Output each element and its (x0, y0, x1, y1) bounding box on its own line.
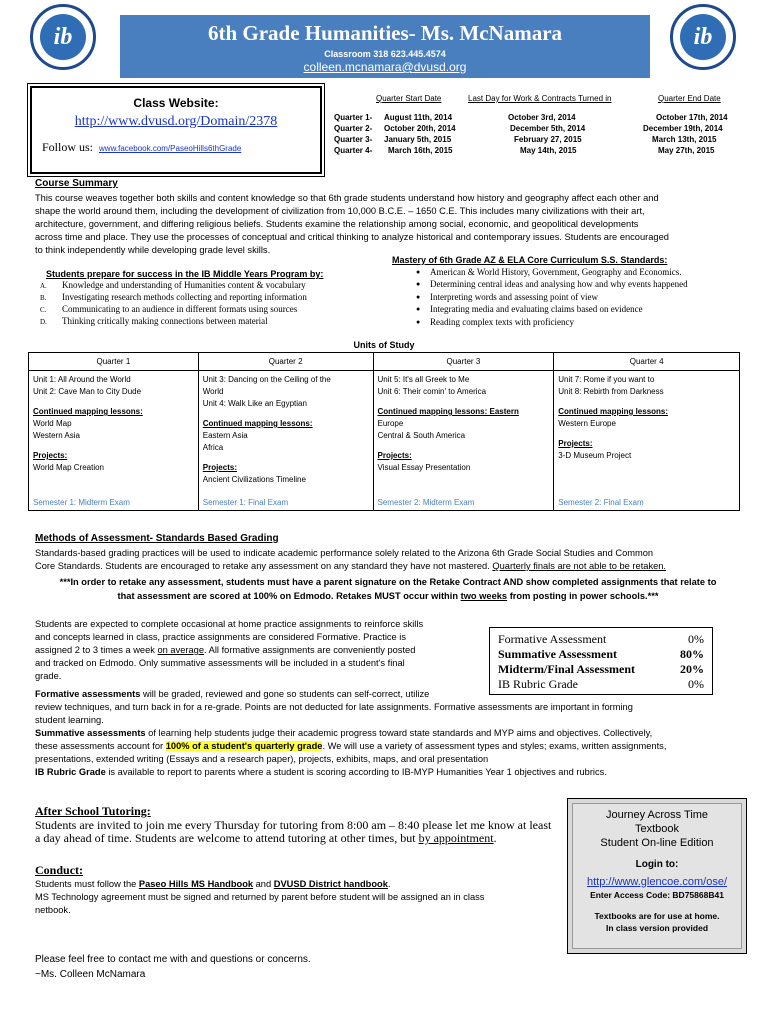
closing-text: Please feel free to contact me with and questions or concerns. ~Ms. Colleen McNamara (35, 954, 311, 980)
list-item: ● Integrating media and evaluating claims based on evidence (430, 304, 643, 314)
classroom-info: Classroom 318 623.445.4574 (324, 49, 446, 59)
quarter-1-cell: Unit 1: All Around the World Unit 2: Cave Man to City Dude Continued mapping lessons: World Map Western Asia Projects: World Map Creation Semester 1: Midterm Exam (29, 371, 199, 511)
grade-row: Midterm/Final Assessment 20% (498, 662, 704, 676)
tutoring-heading: After School Tutoring: (35, 804, 151, 818)
class-website-box (30, 86, 322, 174)
semester-label: Semester 1: Final Exam (202, 498, 289, 507)
column-header: Quarter 2 (198, 353, 373, 371)
semester-label: Semester 2: Midterm Exam (377, 498, 475, 507)
textbook-link[interactable]: http://www.glencoe.com/ose/ (586, 876, 727, 888)
page-title: 6th Grade Humanities- Ms. McNamara (207, 21, 563, 45)
textbook-title: Journey Across Time (605, 809, 709, 821)
assessment-text: Standards-based grading practices will be used to indicate academic performance solely related to the Arizona 6th Grade Social Studies and Common Core Standards. Students are encouraged to retake any assessment on any standard they have not mastered. Quarterly finals are not able to be retaken. (35, 548, 667, 571)
semester-label: Semester 1: Midterm Exam (33, 498, 130, 507)
quarter-2-cell: Unit 3: Dancing on the Ceiling of the World Unit 4: Walk Like an Egyptian Continued mapping lessons: Eastern Asia Africa Projects: Ancient Civilizations Timeline Semester 1: Final Exam (198, 371, 373, 511)
list-item: ● Determining central ideas and analysing how and why events happened (430, 279, 688, 289)
quarter-4-cell: Unit 7: Rome if you want to Unit 8: Rebirth from Darkness Continued mapping lessons: Western Europe Projects: 3-D Museum Project Semester 2: Final Exam (554, 371, 740, 511)
highlight-quarterly-grade: 100% of a student's quarterly grade (165, 741, 323, 751)
practice-text: Students are expected to complete occasional at home practice assignments to reinforce skills and concepts learned in class, practice assignments are considered Formative. Practice is assigned 2 to 3 times a week on average. All formative assignments are conveniently posted and tracked on Edmodo. Only summative assessments will be included in a student's final grade. (35, 619, 424, 681)
course-summary-heading: Course Summary (35, 178, 118, 189)
course-summary-text: This course weaves together both skills and content knowledge so that 6th grade students understand how history and geography affect each other and shape the world around them, including the development of civilization from 10,000 B.C.E. – 1650 C.E. This includes many civilizations with their art, architecture, government, and differing religious beliefs. Students examine the relationship among social, economic, and geopolitical developments across time and place. They use the processes of conceptual and critical thinking to analyze historical and contemporary issues. Students are encouraged to think independently while developing grade level skills. (35, 193, 669, 255)
follow-label: Follow us: (42, 140, 94, 154)
mastery-heading: Mastery of 6th Grade AZ & ELA Core Curriculum S.S. Standards: (392, 255, 668, 265)
grade-row: Summative Assessment 80% (498, 647, 704, 661)
list-item: ● Interpreting words and assessing point of view (430, 292, 598, 302)
header-last-day: Last Day for Work & Contracts Turned in (468, 94, 612, 103)
grade-row: Formative Assessment 0% (498, 632, 704, 646)
conduct-heading: Conduct: (35, 863, 84, 877)
semester-label: Semester 2: Final Exam (558, 498, 644, 507)
list-item: ● Reading complex texts with proficiency (430, 317, 574, 327)
assessment-heading: Methods of Assessment- Standards Based Grading (35, 533, 279, 544)
list-item: D. Thinking critically making connections between material (40, 316, 268, 326)
column-header: Quarter 1 (29, 353, 199, 371)
quarter-dates: Quarter Start Date Last Day for Work & Contracts Turned in Quarter End Date Quarter 1- August 11th, 2014 October 3rd, 2014 October 17th, 2014 Quarter 2- October 20th, 2014 December 5th, 2014 December 19th, 2014 Quarter 3- January 5th, 2015 February 27, 2015 March 13th, 2015 Quarter 4- March 16th, 2015 May 14th, 2015 May 27th, 2015 (334, 94, 728, 155)
column-header: Quarter 3 (373, 353, 554, 371)
email-link[interactable]: colleen.mcnamara@dvusd.org (303, 60, 467, 74)
retake-notice: ***In order to retake any assessment, students must have a parent signature on the Retake Contract AND show completed assignments that relate to that assessment are scored at 100% on Edmodo. Retakes MUST occur within two weeks from posting in power schools.*** (59, 577, 717, 601)
units-title: Units of Study (353, 340, 415, 350)
list-item: A. Knowledge and understanding of Humanities content & vocabulary (40, 280, 306, 290)
facebook-link[interactable]: www.facebook.com/PaseoHills6thGrade (99, 144, 242, 153)
units-table (28, 352, 740, 511)
follow-row (42, 140, 320, 155)
conduct-text: Students must follow the Paseo Hills MS Handbook and DVUSD District handbook. MS Technology agreement must be signed and returned by parent before student will be assigned an in class netbook. (35, 879, 485, 915)
column-header: Quarter 4 (554, 353, 740, 371)
grade-weights-box (489, 627, 713, 695)
header-banner (120, 15, 650, 78)
quarter-3-cell: Unit 5: It's all Greek to Me Unit 6: Their comin' to America Continued mapping lessons: Eastern Europe Central & South America Projects: Visual Essay Presentation Semester 2: Midterm Exam (373, 371, 554, 511)
class-website-title: Class Website: (133, 96, 219, 110)
ib-logo-left: ib (30, 4, 96, 70)
tutoring-text: Students are invited to join me every Thursday for tutoring from 8:00 am – 8:40 please let me know at least a day ahead of time. Students are welcome to attend tutoring at other times, but by appointment. (35, 818, 552, 845)
list-item: C. Communicating to an audience in different formats using sources (40, 304, 298, 314)
header-end: Quarter End Date (658, 94, 721, 103)
access-code: Enter Access Code: BD75868B41 (590, 890, 724, 900)
grade-row: IB Rubric Grade 0% (498, 677, 704, 691)
header-start: Quarter Start Date (376, 94, 442, 103)
list-item: ● American & World History, Government, Geography and Economics. (430, 267, 681, 277)
class-website-link[interactable]: http://www.dvusd.org/Domain/2378 (74, 114, 278, 129)
textbook-box: Journey Across Time Textbook Student On-line Edition Login to: http://www.glencoe.com/ose/ Enter Access Code: BD75868B41 Textbooks are for use at home. In class version provided (567, 798, 747, 954)
ib-prep-heading: Students prepare for success in the IB Middle Years Program by: (46, 269, 324, 279)
list-item: B. Investigating research methods collecting and reporting information (40, 292, 307, 302)
assessment-details: Formative assessments will be graded, reviewed and gone so students can self-correct, utilize review techniques, and turn back in for a re-grade. Points are not deducted for late assignments. Formative assessments are important in forming student learning. Summative assessments of learning help students judge their academic progress toward state standards and MYP aims and objectives. Collectively, these assessments account for 100% of a student's quarterly grade. We will use a variety of assessment types and styles; exams, written assignments, presentations, extended writing (Essays and a research paper), projects, exhibits, maps, and oral presentation IB Rubric Grade is available to report to parents where a student is scoring according to IB-MYP Humanities Year 1 objectives and rubrics. (35, 689, 667, 777)
ib-logo-right: ib (670, 4, 736, 70)
